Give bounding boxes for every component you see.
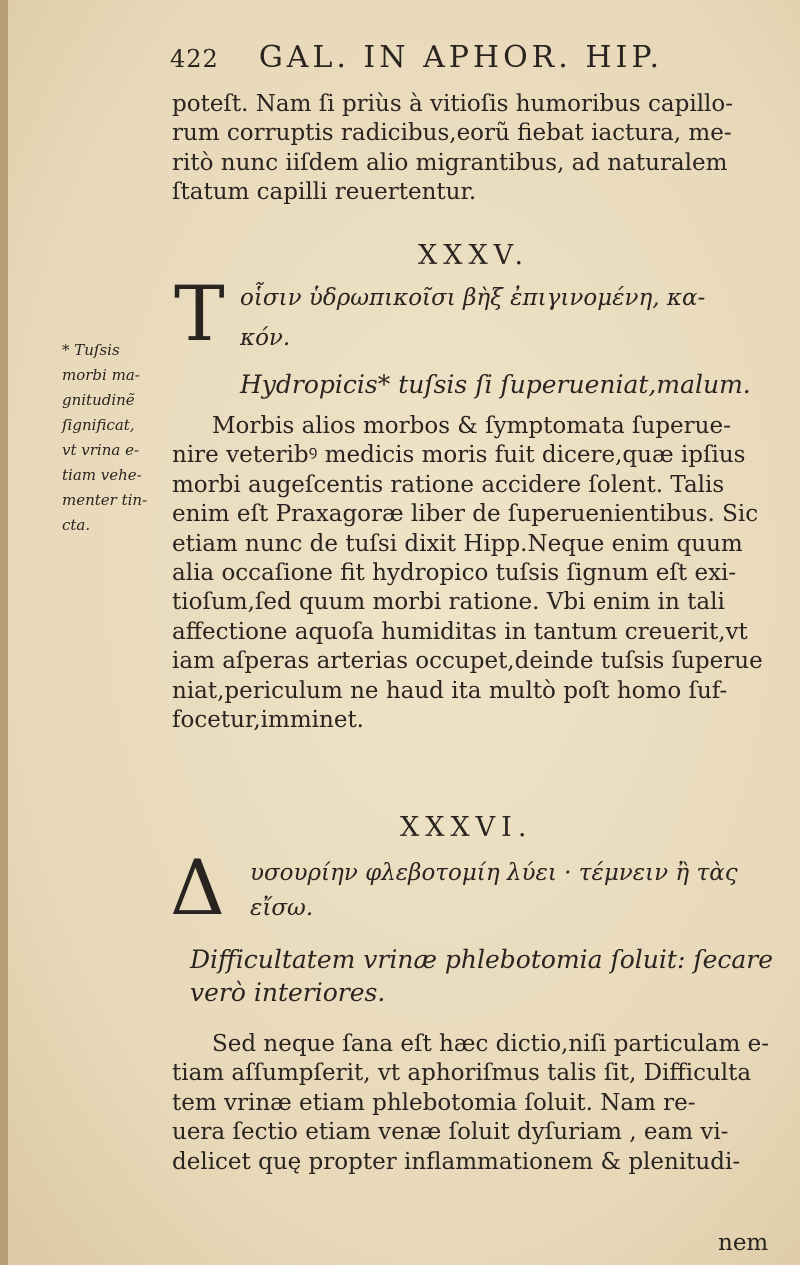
- drop-cap: Δ: [170, 843, 225, 932]
- margin-note-line: tiam vehe-: [62, 466, 142, 484]
- text-line: tiam aſſumpſerit, vt aphoriſmus talis ſit, Difficulta: [172, 1060, 752, 1087]
- page-edge: [0, 0, 8, 1265]
- text-line: affectione aquoſa humiditas in tantum creuerit,vt: [172, 618, 748, 645]
- running-head: [170, 40, 770, 90]
- margin-note: [62, 338, 172, 538]
- text-line: alia occaſione fit hydropico tuſsis ſignum eſt exi-: [172, 560, 737, 587]
- text-line: ſtatum capilli reuertentur.: [172, 179, 477, 206]
- text-line: etiam nunc de tuſsi dixit Hipp.Neque enim quum: [172, 530, 743, 557]
- text-line: poteſt. Nam ſi priùs à vitioſis humoribus capillo-: [172, 91, 734, 117]
- greek-text-line: κόν.: [240, 325, 291, 351]
- text-line: tioſum,ſed quum morbi ratione. Vbi enim in tali: [172, 589, 725, 616]
- commentary-36: [172, 1030, 772, 1177]
- greek-text-line: οἷσιν ὑδρωπικοῖσι βὴξ ἐπιγινομένη, κα-: [240, 285, 706, 311]
- latin-aphorism: Hydropicis* tuſsis ſi ſuperueniat,malum.: [240, 370, 751, 399]
- text-line: ritò nunc iiſdem alio migrantibus, ad naturalem: [172, 149, 728, 176]
- aphorism-number-36: XXXVI.: [400, 812, 533, 843]
- greek-text-line: εἴσω.: [250, 895, 314, 921]
- drop-cap: T: [174, 269, 225, 358]
- latin-aphorism: verò interiores.: [190, 978, 386, 1007]
- text-line: uera ſectio etiam venæ ſoluit dyſuriam , eam vi-: [172, 1119, 729, 1146]
- text-line: morbi augeſcentis ratione accidere ſolent. Talis: [172, 471, 725, 498]
- running-title: GAL. IN APHOR. HIP.: [258, 40, 663, 75]
- page-number: 422: [170, 45, 219, 73]
- text-line: enim eſt Praxagoræ liber de ſuperuenientibus. Sic: [172, 501, 759, 528]
- margin-note-line: vt vrina e-: [62, 441, 140, 459]
- margin-note-line: menter tin-: [62, 491, 148, 509]
- text-line: Morbis alios morbos & ſymptomata ſuperue-: [212, 413, 731, 439]
- margin-note-line: morbi ma-: [62, 366, 140, 384]
- margin-note-line: gnitudinẽ: [62, 391, 135, 409]
- text-line: delicet quę propter inflammationem & plenitudi-: [172, 1148, 741, 1175]
- text-line: tem vrinæ etiam phlebotomia ſoluit. Nam re-: [172, 1089, 696, 1116]
- text-line: iam aſperas arterias occupet,deinde tuſsis ſuperue: [172, 648, 763, 675]
- text-line: rum corruptis radicibus,eorũ fiebat iactura, me-: [172, 120, 732, 147]
- aphorism-number-35: XXXV.: [418, 240, 530, 271]
- text-line: Sed neque ſana eſt hæc dictio,niſi particulam e-: [212, 1031, 770, 1057]
- commentary-35: [172, 412, 772, 735]
- paragraph-intro: [172, 90, 772, 208]
- catchword: nem: [718, 1230, 769, 1256]
- text-line: nire veteribꝰ medicis moris fuit dicere,quæ ipſius: [172, 442, 746, 469]
- margin-note-line: cta.: [62, 516, 91, 534]
- text-line: niat,periculum ne haud ita multò poſt homo ſuf-: [172, 677, 728, 704]
- text-line: focetur,imminet.: [172, 707, 364, 734]
- margin-note-line: * Tuſsis: [62, 341, 120, 359]
- margin-note-line: ſignificat,: [62, 416, 135, 434]
- greek-text-line: υσουρίην φλεβοτομίη λύει · τέμνειν ἢ τὰς: [250, 860, 738, 886]
- latin-aphorism: Difficultatem vrinæ phlebotomia ſoluit: ſecare: [190, 945, 774, 974]
